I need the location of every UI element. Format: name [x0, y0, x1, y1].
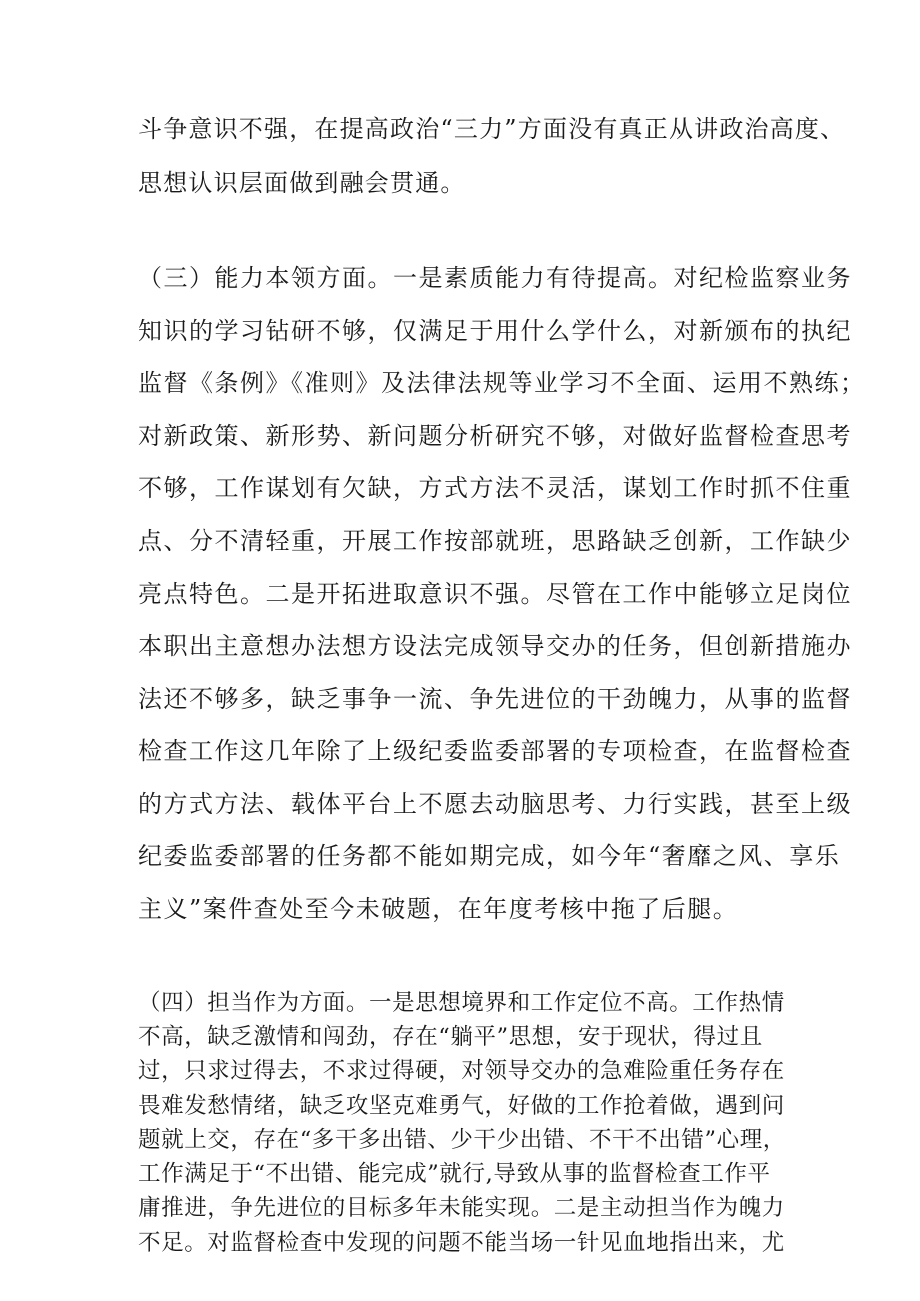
text-line: 监督《条例》《准则》及法律法规等业学习不全面、运用不熟练； — [138, 369, 866, 397]
text-line: 不高，缺乏激情和闯劲，存在“躺平”思想，安于现状，得过且 — [138, 1024, 763, 1050]
text-line: 点、分不清轻重，开展工作按部就班，思路缺乏创新，工作缺少 — [138, 527, 852, 555]
text-line: 庸推进，争先进位的目标多年未能实现。二是主动担当作为魄力 — [138, 1195, 785, 1221]
text-line: 过，只求过得去，不求过得硬，对领导交办的急难险重任务存在 — [138, 1058, 785, 1084]
text-line: （三）能力本领方面。一是素质能力有待提高。对纪检监察业务 — [138, 264, 852, 292]
text-line: 纪委监委部署的任务都不能如期完成，如今年“奢靡之风、享乐 — [138, 842, 841, 870]
text-line: 思想认识层面做到融会贯通。 — [138, 169, 466, 197]
text-line: 主义”案件查处至今未破题，在年度考核中拖了后腿。 — [138, 895, 739, 923]
text-line: 不足。对监督检查中发现的问题不能当场一针见血地指出来，尤 — [138, 1230, 785, 1256]
text-line: 的方式方法、载体平台上不愿去动脑思考、力行实践，甚至上级 — [138, 790, 852, 818]
text-line: 斗争意识不强，在提高政治“三力”方面没有真正从讲政治高度、 — [138, 115, 846, 143]
text-line: 题就上交，存在“多干多出错、少干少出错、不干不出错”心理， — [138, 1127, 786, 1153]
text-line: 工作满足于“不出错、能完成”就行,导致从事的监督检查工作平 — [138, 1161, 771, 1187]
text-line: 畏难发愁情绪，缺乏攻坚克难勇气，好做的工作抢着做，遇到问 — [138, 1093, 785, 1119]
text-line: 知识的学习钻研不够，仅满足于用什么学什么，对新颁布的执纪 — [138, 317, 852, 345]
text-line: （四）担当作为方面。一是思想境界和工作定位不高。工作热情 — [138, 990, 785, 1016]
text-line: 本职出主意想办法想方设法完成领导交办的任务，但创新措施办 — [138, 632, 852, 660]
text-line: 亮点特色。二是开拓进取意识不强。尽管在工作中能够立足岗位 — [138, 580, 852, 608]
text-line: 检查工作这几年除了上级纪委监委部署的专项检查，在监督检查 — [138, 737, 852, 765]
text-line: 对新政策、新形势、新问题分析研究不够，对做好监督检查思考 — [138, 422, 852, 450]
text-line: 法还不够多，缺乏事争一流、争先进位的干劲魄力，从事的监督 — [138, 685, 852, 713]
text-line: 不够，工作谋划有欠缺，方式方法不灵活，谋划工作时抓不住重 — [138, 474, 852, 502]
